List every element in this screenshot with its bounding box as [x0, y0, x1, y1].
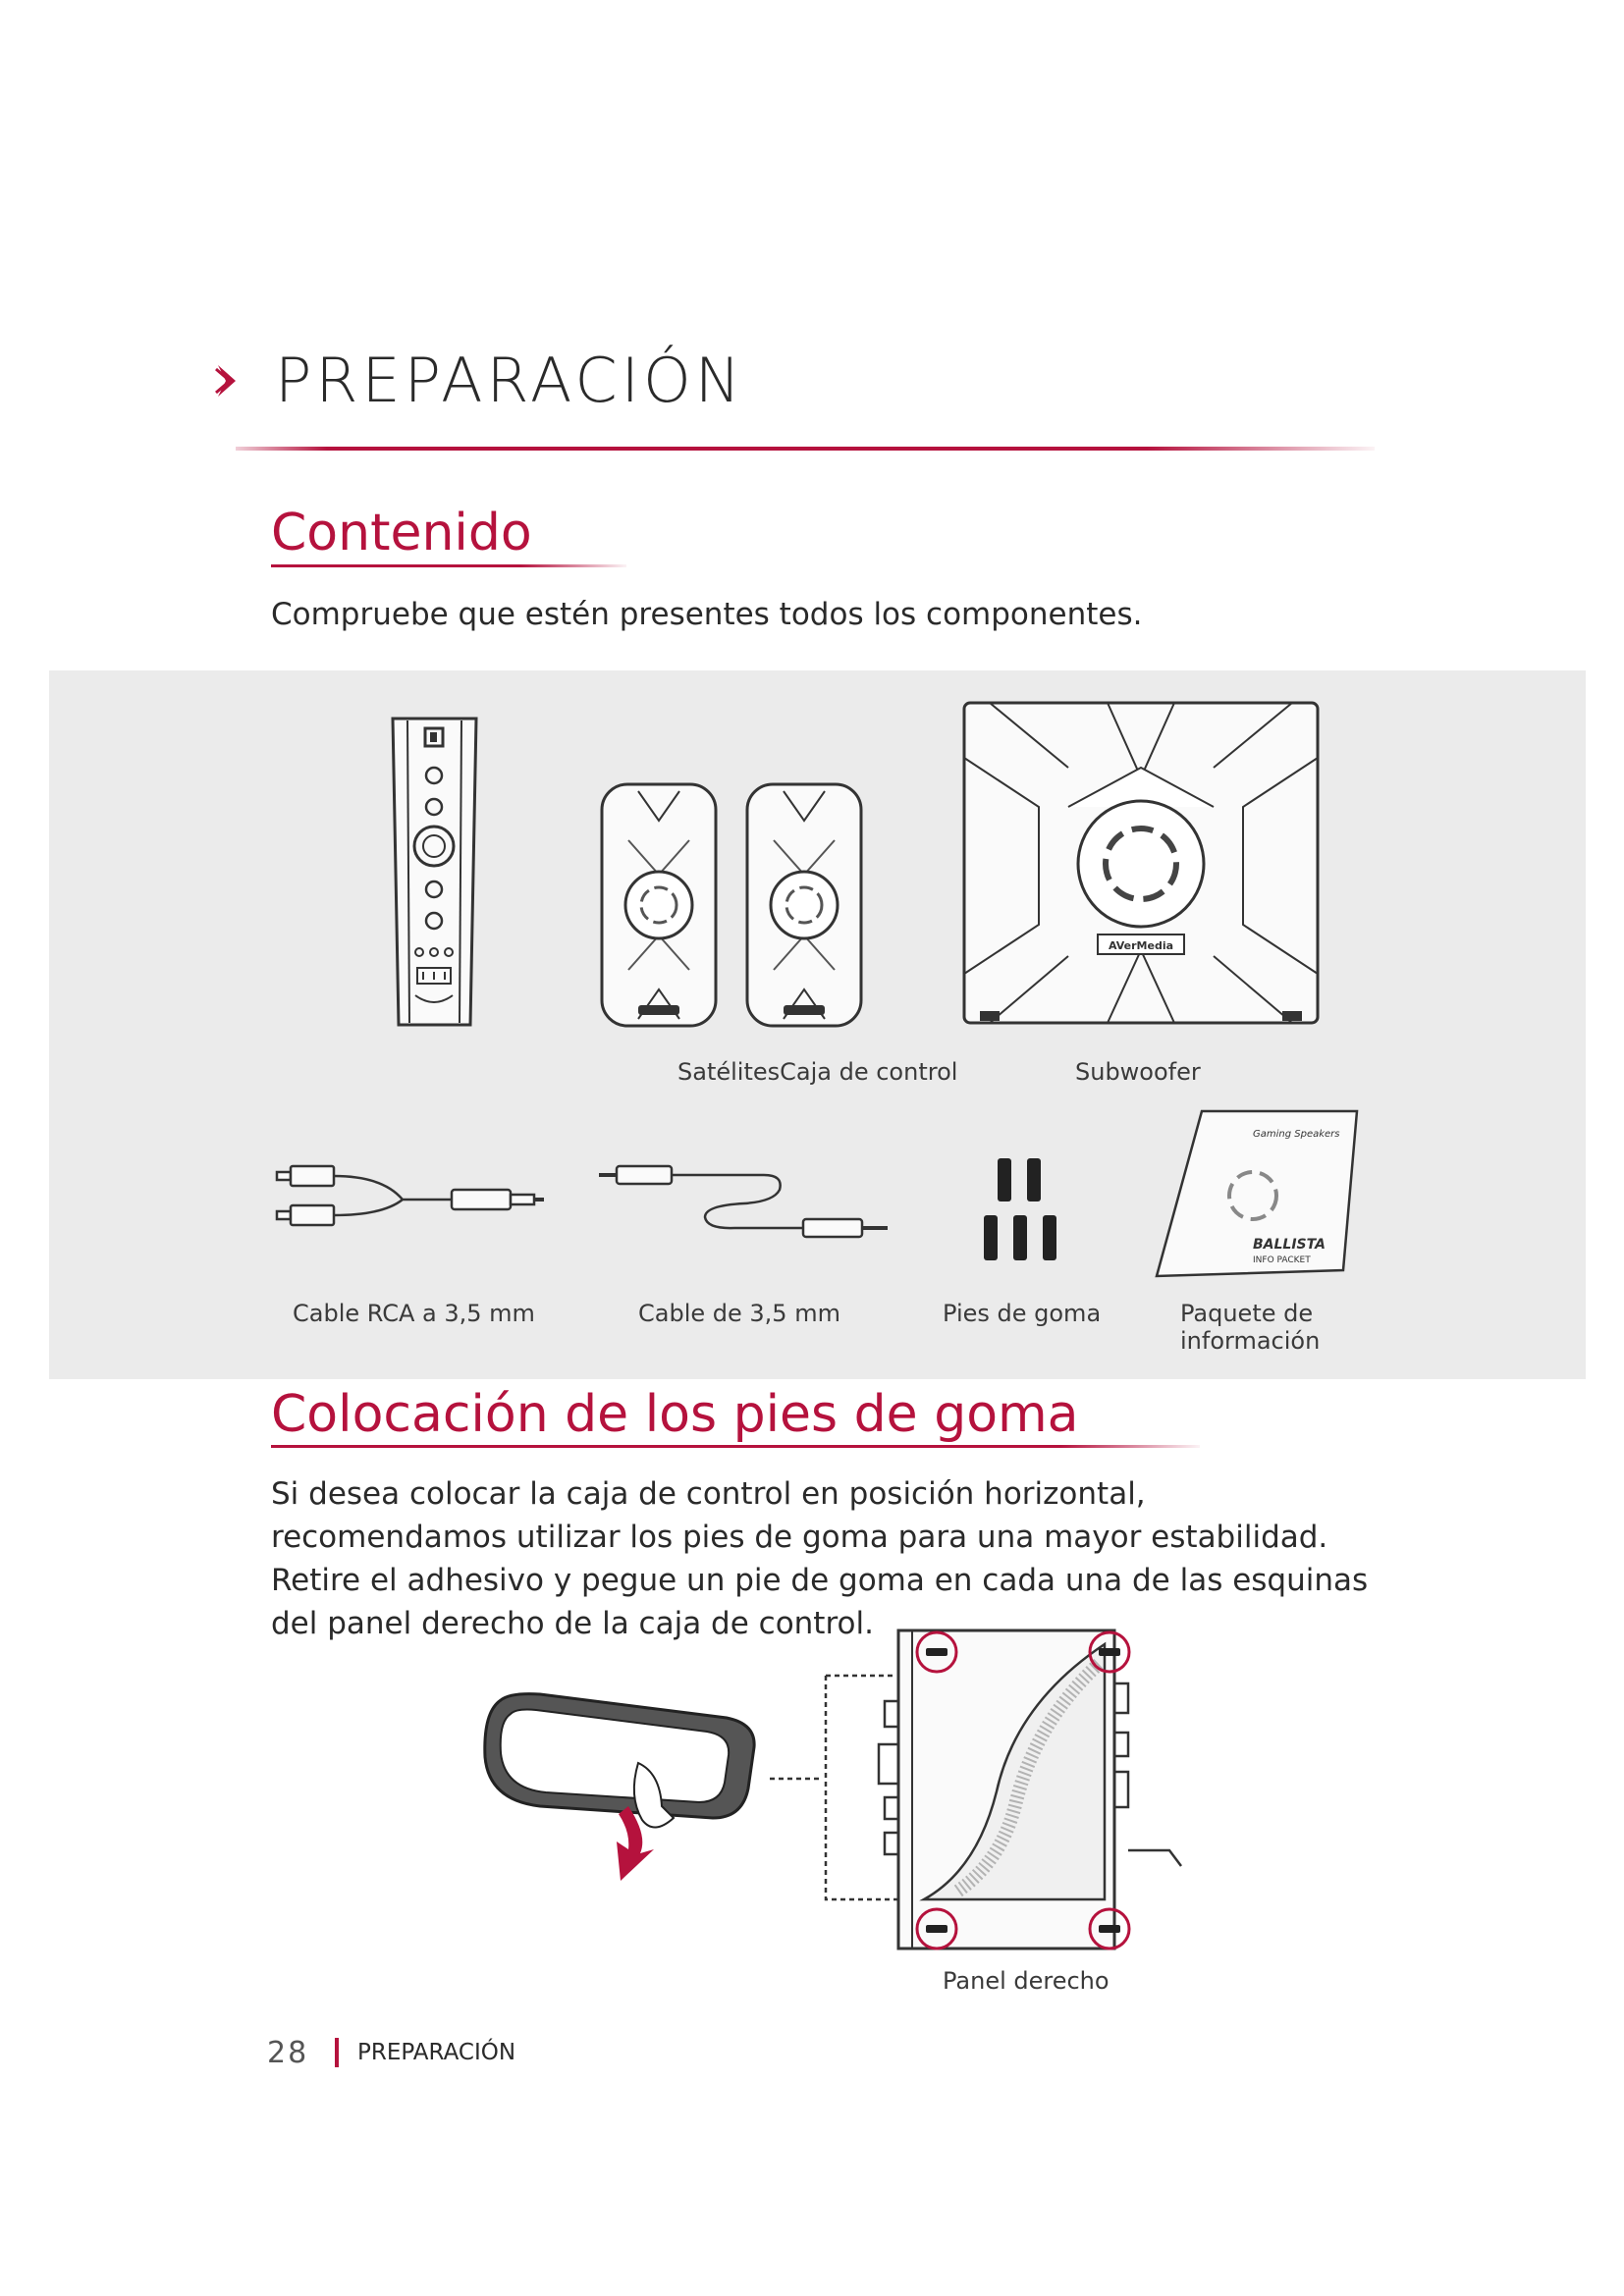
caption-rubber-feet: Pies de goma: [943, 1300, 1102, 1327]
caption-right-panel: Panel derecho: [943, 1967, 1110, 1995]
subwoofer-logo: AVerMedia: [1108, 939, 1174, 952]
caption-info-packet-line2: información: [1180, 1327, 1321, 1355]
caption-satellites-control-box: SatélitesCaja de control: [677, 1058, 958, 1086]
booklet-subtitle: Gaming Speakers: [1253, 1129, 1340, 1140]
section-heading-feet: Colocación de los pies de goma: [271, 1385, 1079, 1444]
section-heading-contents: Contenido: [271, 504, 532, 562]
satellite-speaker-right: [744, 781, 864, 1029]
page-number: 28: [267, 2036, 309, 2070]
control-box-illustration: [388, 715, 481, 1029]
footer-divider: [335, 2038, 339, 2067]
booklet-brand: BALLISTA: [1253, 1237, 1326, 1253]
foot-peel-illustration: [481, 1688, 766, 1885]
section-divider-feet: [271, 1445, 1200, 1448]
aux-cable-illustration: [597, 1160, 892, 1249]
satellite-speaker-left: [599, 781, 719, 1029]
right-panel-diagram: [820, 1615, 1193, 1968]
caption-rca-cable: Cable RCA a 3,5 mm: [293, 1300, 535, 1327]
caption-info-packet: [1180, 1300, 1320, 1355]
chevron-right-icon: [214, 361, 244, 400]
title-divider: [236, 447, 1375, 451]
section-divider: [271, 564, 626, 567]
booklet-info-label: INFO PACKET: [1253, 1255, 1311, 1265]
footer-section: PREPARACIÓN: [357, 2040, 516, 2065]
rubber-feet-illustration: [982, 1156, 1060, 1264]
caption-subwoofer: Subwoofer: [1075, 1058, 1201, 1086]
rca-cable-illustration: [275, 1160, 545, 1239]
leader-line: [770, 1777, 823, 1781]
contents-intro: Compruebe que estén presentes todos los componentes.: [271, 597, 1143, 632]
page-title: PREPARACIÓN: [275, 345, 745, 416]
caption-aux-cable: Cable de 3,5 mm: [638, 1300, 840, 1327]
subwoofer-illustration: [960, 699, 1322, 1031]
caption-info-packet-line1: Paquete de: [1180, 1300, 1314, 1327]
info-packet-illustration: [1155, 1109, 1361, 1278]
feet-instructions: Si desea colocar la caja de control en posición horizontal, recomendamos utilizar los pies de goma para una mayor estabilidad. Retire el adhesivo y pegue un pie de goma en cada una de las esquinas del panel derecho de la caja de control.: [271, 1476, 1369, 1641]
